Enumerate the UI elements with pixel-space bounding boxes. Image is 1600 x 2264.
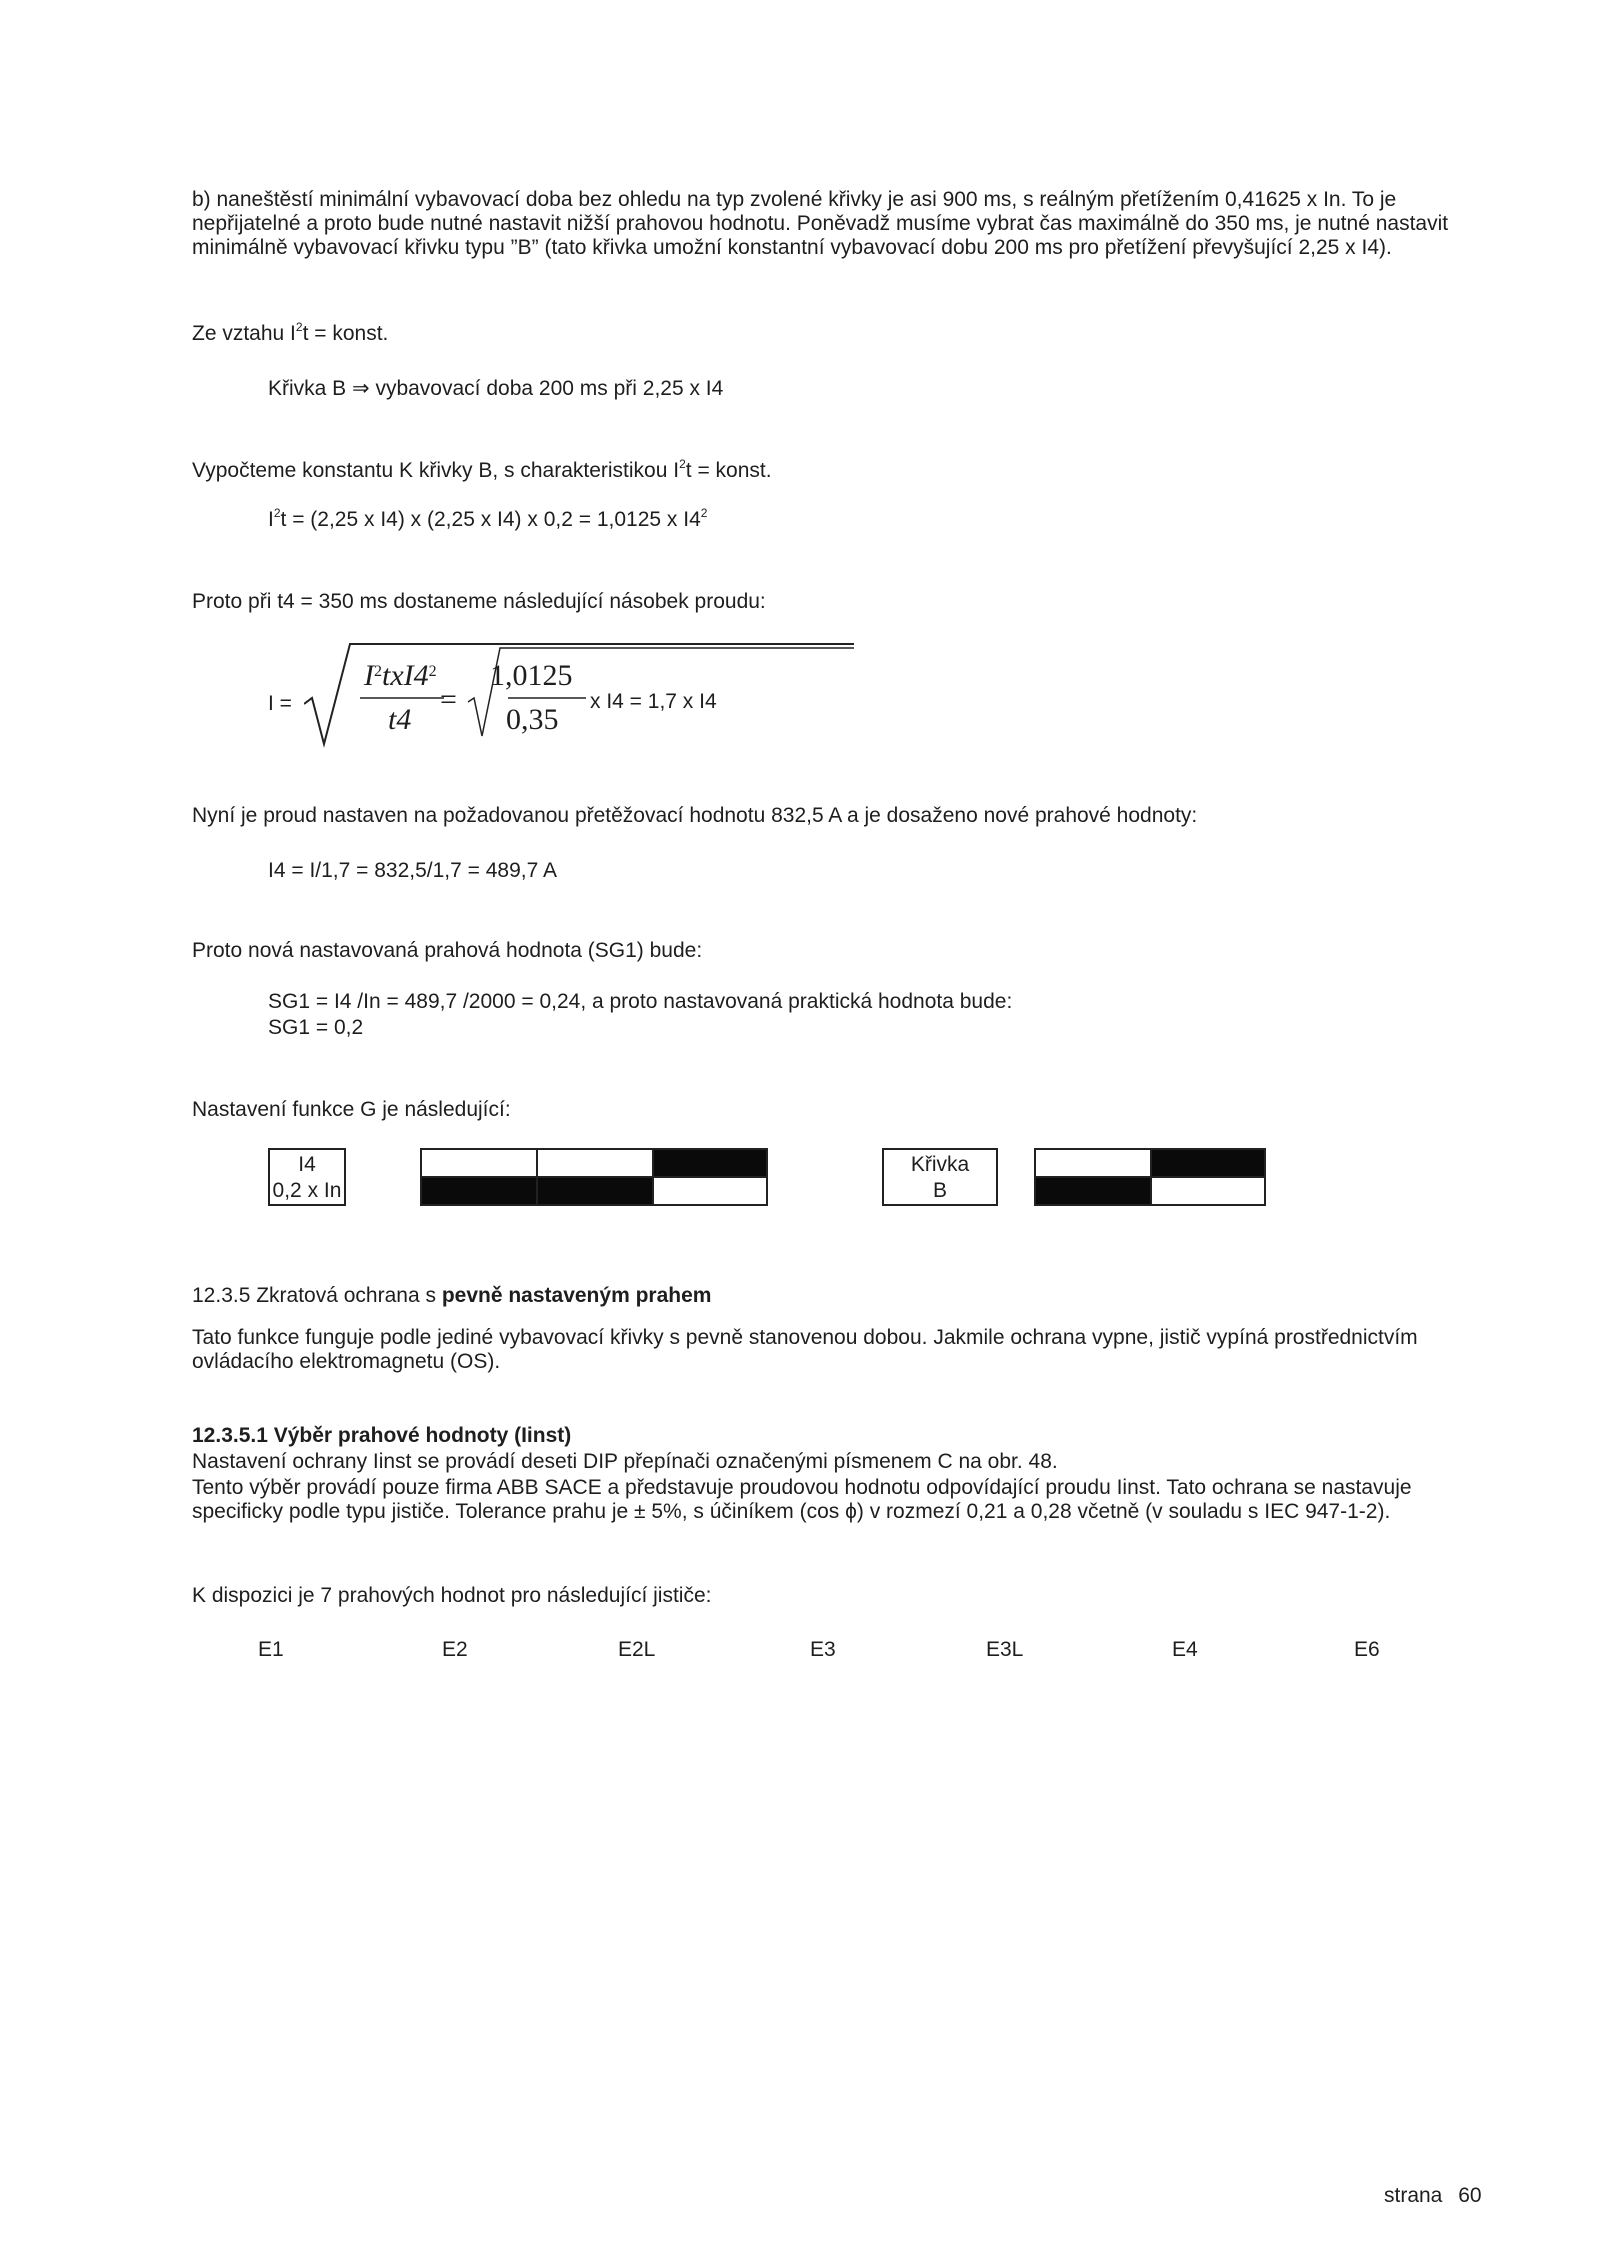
dip-i4-label-top: I4 (298, 1153, 316, 1176)
page-footer (1384, 2184, 1482, 2208)
dip-i4-switch (652, 1176, 768, 1206)
formula-equals: = (440, 683, 457, 716)
dip-i4-switch (420, 1176, 538, 1206)
breaker-label: E3L (986, 1638, 1024, 1661)
section-paragraph: Tato funkce funguje podle jediné vybavovací křivky s pevně stanovenou dobou. Jakmile ochrana vypne, jistič vypíná prostřednictvím ovládacího elektromagnetu (OS). (192, 1326, 1418, 1373)
dip-curve-switches (1034, 1148, 1266, 1206)
relation-line (192, 322, 1492, 346)
proto-line: Proto při t4 = 350 ms dostaneme následující násobek proudu: (192, 590, 766, 613)
curve-line: Křivka B ⇒ vybavovací doba 200 ms při 2,25 x I4 (268, 377, 724, 400)
equation-line (268, 508, 707, 532)
section-heading-bold: pevně nastaveným prahem (441, 1284, 712, 1307)
current-line: Nyní je proud nastaven na požadovanou přetěžovací hodnotu 832,5 A a je dosaženo nové prahové hodnoty: (192, 804, 1198, 827)
breaker-label: E2 (442, 1638, 468, 1661)
equation-b: t = (2,25 x I4) x (2,25 x I4) x 0,2 = 1,0125 x I4 (280, 508, 701, 531)
formula-num1-sup2: 2 (428, 663, 437, 680)
relation-prefix: Ze vztahu I (192, 322, 296, 345)
dip-i4-switch (536, 1176, 654, 1206)
formula-num1-a: I (364, 659, 374, 692)
dip-curve-label-bottom: B (932, 1179, 947, 1202)
formula-num1 (364, 660, 437, 692)
formula-radicals (304, 640, 856, 748)
sub-heading: 12.3.5.1 Výběr prahové hodnoty (Iinst) (192, 1424, 572, 1447)
dip-curve-switch (1034, 1148, 1152, 1178)
formula-lhs: I = (268, 692, 292, 715)
breakers-row (258, 1638, 1408, 1666)
breaker-label: E1 (258, 1638, 284, 1661)
formula-den2: 0,35 (506, 703, 559, 736)
footer-label: strana (1384, 2184, 1443, 2207)
formula-den1: t4 (388, 703, 412, 736)
section-heading (192, 1284, 1492, 1308)
intro-paragraph: b) naneštěstí minimální vybavovací doba bez ohledu na typ zvolené křivky je asi 900 ms, s reálným přetížením 0,41625 x In. To je nepřijatelné a proto bude nutné nastavit nižší prahovou hodnotu. Poněvadž musíme vybrat čas maximálně do 350 ms, je nutné nastavit minimálně vybavovací křivku typu ”B” (tato křivka umožní konstantní vybavovací dobu 200 ms pro přetížení převyšující 2,25 x I4). (192, 188, 1449, 259)
formula-rhs: x I4 = 1,7 x I4 (590, 690, 717, 713)
constant-line (192, 459, 1492, 483)
relation-sup: 2 (295, 320, 303, 334)
dip-curve-switch (1150, 1176, 1266, 1206)
available-line: K dispozici je 7 prahových hodnot pro následující jističe: (192, 1584, 712, 1607)
dip-curve-label-box (882, 1148, 998, 1206)
constant-sup: 2 (679, 457, 686, 471)
dip-i4-switch (652, 1148, 768, 1178)
sub-paragraph-2: Tento výběr provádí pouze firma ABB SACE a představuje proudovou hodnotu odpovídající proudu Iinst. Tato ochrana se nastavuje specificky podle typu jističe. Tolerance prahu je ± 5%, s účiníkem (cos ϕ) v rozmezí 0,21 a 0,28 včetně (v souladu s IEC 947-1-2). (192, 1476, 1412, 1523)
breaker-label: E6 (1354, 1638, 1380, 1661)
constant-suffix: t = konst. (685, 459, 772, 482)
dip-i4-switches (420, 1148, 768, 1206)
equation-sup2: 2 (700, 506, 708, 520)
dip-i4-label-box (268, 1148, 346, 1206)
breaker-label: E4 (1172, 1638, 1198, 1661)
dip-curve-label-top: Křivka (910, 1153, 970, 1176)
constant-prefix: Vypočteme konstantu K křivky B, s charakteristikou I (192, 459, 680, 482)
dip-i4-switch (536, 1148, 654, 1178)
section-heading-normal: 12.3.5 Zkratová ochrana s (192, 1284, 442, 1307)
dip-i4-label-bottom: 0,2 x In (272, 1179, 342, 1202)
formula-num1-sup1: 2 (374, 663, 382, 680)
dip-curve-switch (1150, 1148, 1266, 1178)
equation-sup1: 2 (273, 506, 281, 520)
i4-line: I4 = I/1,7 = 832,5/1,7 = 489,7 A (268, 859, 557, 882)
formula-block (268, 640, 828, 750)
dip-i4-switch (420, 1148, 538, 1178)
sg1-line-1: SG1 = I4 /In = 489,7 /2000 = 0,24, a proto nastavovaná praktická hodnota bude: (268, 990, 1013, 1013)
relation-suffix: t = konst. (302, 322, 389, 345)
dip-curve-switch (1034, 1176, 1152, 1206)
threshold-line: Proto nová nastavovaná prahová hodnota (SG1) bude: (192, 939, 703, 962)
page-number: 60 (1458, 2184, 1482, 2207)
setting-line: Nastavení funkce G je následující: (192, 1098, 511, 1121)
sg1-line-2: SG1 = 0,2 (268, 1016, 364, 1039)
formula-num2: 1,0125 (490, 659, 573, 692)
sub-paragraph-1: Nastavení ochrany Iinst se provádí deseti DIP přepínači označenými písmenem C na obr. 48. (192, 1450, 1058, 1473)
formula-num1-b: txI4 (382, 659, 429, 692)
equation-a: I (268, 508, 274, 531)
breaker-label: E3 (810, 1638, 836, 1661)
breaker-label: E2L (618, 1638, 656, 1661)
